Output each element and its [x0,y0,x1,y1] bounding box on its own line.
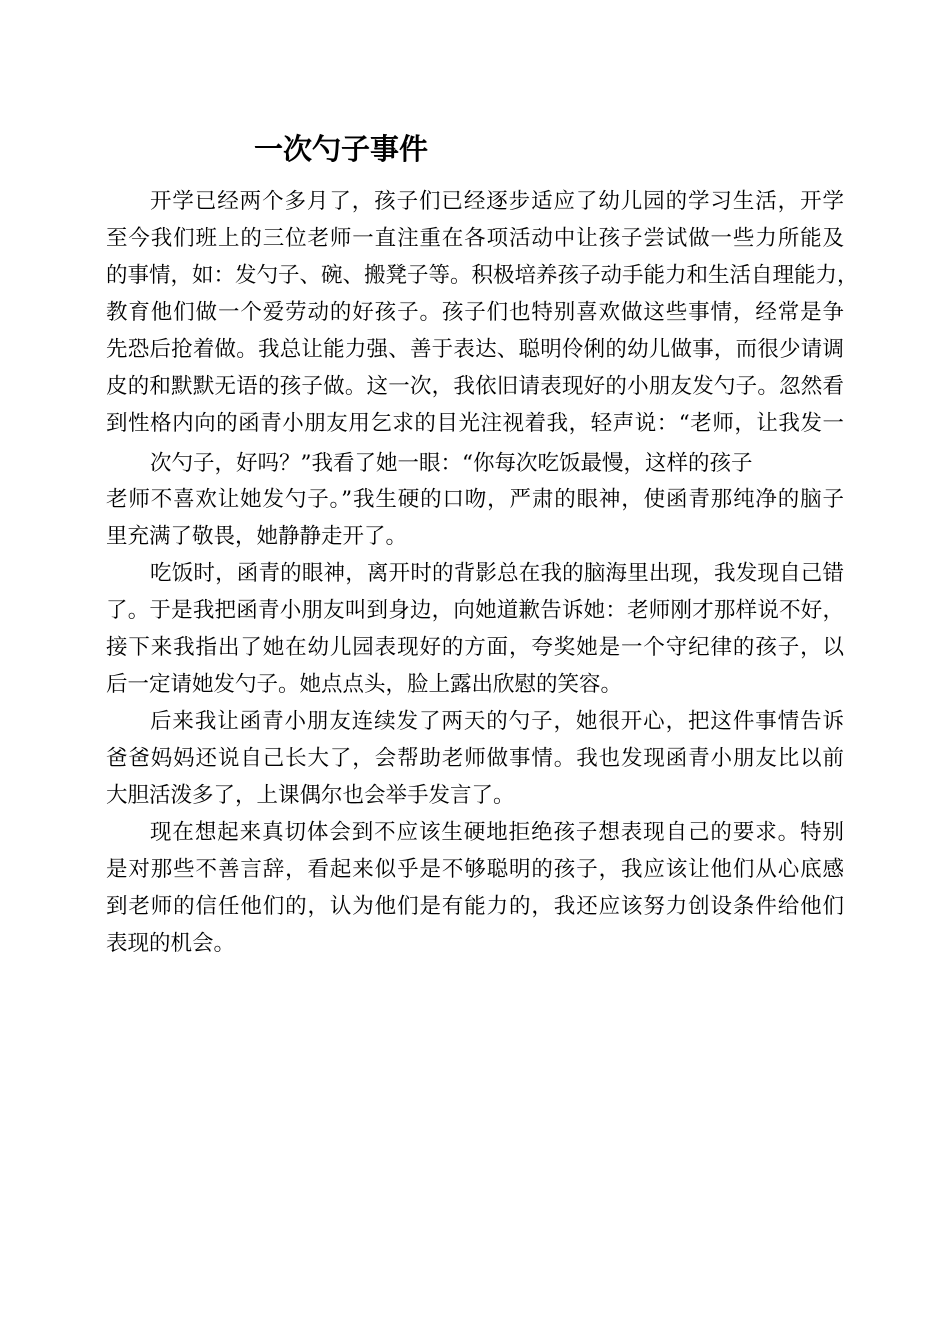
text-line-15: 后来我让函青小朋友连续发了两天的勺子，她很开心，把这件事情告诉 [150,709,844,734]
text-line-21: 表现的机会。 [106,931,236,956]
text-line-4: 教育他们做一个爱劳动的好孩子。孩子们也特别喜欢做这些事情，经常是争 [106,300,844,325]
text-line-14: 后一定请她发勺子。她点点头，脸上露出欣慰的笑容。 [106,672,623,697]
document-title: 一次勺子事件 [254,132,429,166]
text-line-12: 了。于是我把函青小朋友叫到身边，向她道歉告诉她：老师刚才那样说不好， [106,598,844,623]
text-line-5: 先恐后抢着做。我总让能力强、善于表达、聪明伶俐的幼儿做事，而很少请调 [106,337,844,362]
text-line-8: 次勺子，好吗？”我看了她一眼：“你每次吃饭最慢，这样的孩子 [150,451,753,476]
text-line-3: 的事情，如：发勺子、碗、搬凳子等。积极培养孩子动手能力和生活自理能力， [106,263,859,288]
text-line-6: 皮的和默默无语的孩子做。这一次，我依旧请表现好的小朋友发勺子。忽然看 [106,374,844,399]
text-line-17: 大胆活泼多了，上课偶尔也会举手发言了。 [106,783,515,808]
text-line-13: 接下来我指出了她在幼儿园表现好的方面，夸奖她是一个守纪律的孩子，以 [106,635,844,660]
text-line-20: 到老师的信任他们的，认为他们是有能力的，我还应该努力创设条件给他们 [106,894,844,919]
text-line-9: 老师不喜欢让她发勺子。”我生硬的口吻，严肃的眼神，使函青那纯净的脑子 [106,487,844,512]
text-line-16: 爸爸妈妈还说自己长大了，会帮助老师做事情。我也发现函青小朋友比以前 [106,746,844,771]
text-line-7: 到性格内向的函青小朋友用乞求的目光注视着我，轻声说：“老师，让我发一 [106,411,844,436]
text-line-1: 开学已经两个多月了，孩子们已经逐步适应了幼儿园的学习生活，开学 [150,189,844,214]
text-line-18: 现在想起来真切体会到不应该生硬地拒绝孩子想表现自己的要求。特别 [150,820,844,845]
text-line-11: 吃饭时，函青的眼神，离开时的背影总在我的脑海里出现，我发现自己错 [150,561,844,586]
text-line-10: 里充满了敬畏，她静静走开了。 [106,524,408,549]
text-line-19: 是对那些不善言辞，看起来似乎是不够聪明的孩子，我应该让他们从心底感 [106,857,844,882]
text-line-2: 至今我们班上的三位老师一直注重在各项活动中让孩子尝试做一些力所能及 [106,226,844,251]
